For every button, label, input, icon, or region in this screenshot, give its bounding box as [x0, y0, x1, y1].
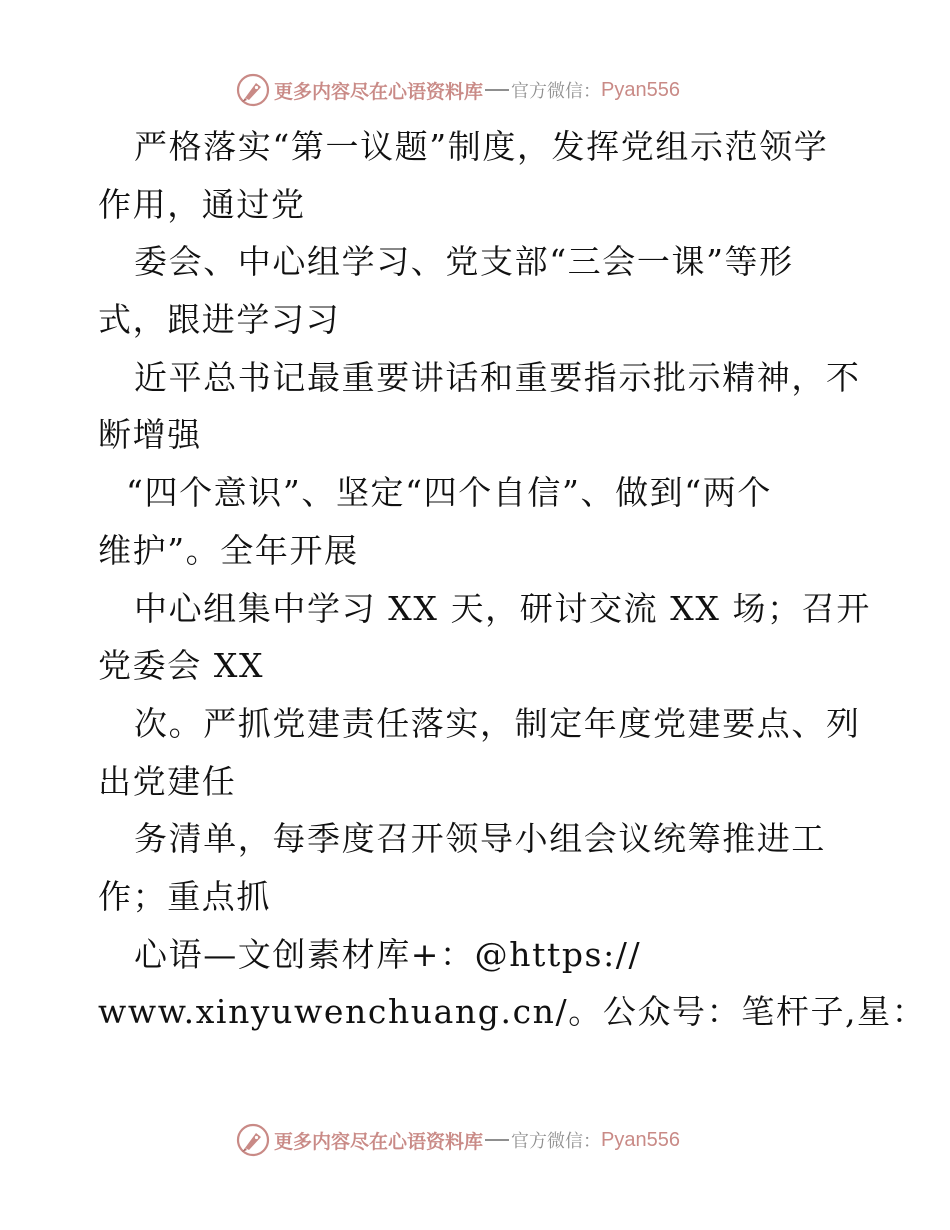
watermark-wechat-label: 官方微信：	[511, 1131, 602, 1152]
text-line-16: www.xinyuwenchuang.cn/。公众号：笔杆子,星：	[98, 992, 927, 1032]
text-line-1: 严格落实“第一议题”制度，发挥党组示范领学	[134, 127, 829, 166]
text-line-2: 作用，通过党	[98, 184, 306, 224]
footer-watermark	[236, 1122, 680, 1158]
watermark-wechat-id: Pyan556	[601, 78, 680, 101]
text-line-12: 出党建任	[98, 761, 237, 801]
text-line-8: 维护”。全年开展	[98, 530, 359, 570]
text-line-15: 心语—文创素材库+：@https://	[134, 934, 642, 974]
text-line-5: 近平总书记最重要讲话和重要指示批示精神，不	[134, 357, 861, 397]
watermark-wechat-id: Pyan556	[601, 1128, 680, 1151]
text-line-6: 断增强	[98, 415, 202, 455]
watermark-text: 更多内容尽在心语资料库	[274, 1130, 484, 1153]
pen-nib-logo-icon	[236, 1123, 270, 1157]
text-line-13: 务清单，每季度召开领导小组会议统筹推进工	[134, 819, 826, 859]
header-watermark	[236, 72, 680, 108]
text-line-4: 式，跟进学习习	[98, 300, 341, 340]
watermark-wechat-label: 官方微信：	[511, 81, 602, 102]
text-line-14: 作；重点抓	[98, 876, 271, 916]
text-line-7: “四个意识”、坚定“四个自信”、做到“两个	[126, 473, 772, 513]
document-body	[98, 118, 927, 1041]
text-line-3: 委会、中心组学习、党支部“三会一课”等形	[134, 242, 794, 282]
text-line-10: 党委会 XX	[98, 646, 265, 686]
watermark-text: 更多内容尽在心语资料库	[274, 80, 484, 103]
pen-nib-logo-icon	[236, 73, 270, 107]
text-line-9: 中心组集中学习 XX 天，研讨交流 XX 场；召开	[134, 588, 871, 628]
watermark-dash	[485, 89, 509, 91]
text-line-11: 次。严抓党建责任落实，制定年度党建要点、列	[134, 703, 861, 743]
watermark-dash	[485, 1139, 509, 1141]
